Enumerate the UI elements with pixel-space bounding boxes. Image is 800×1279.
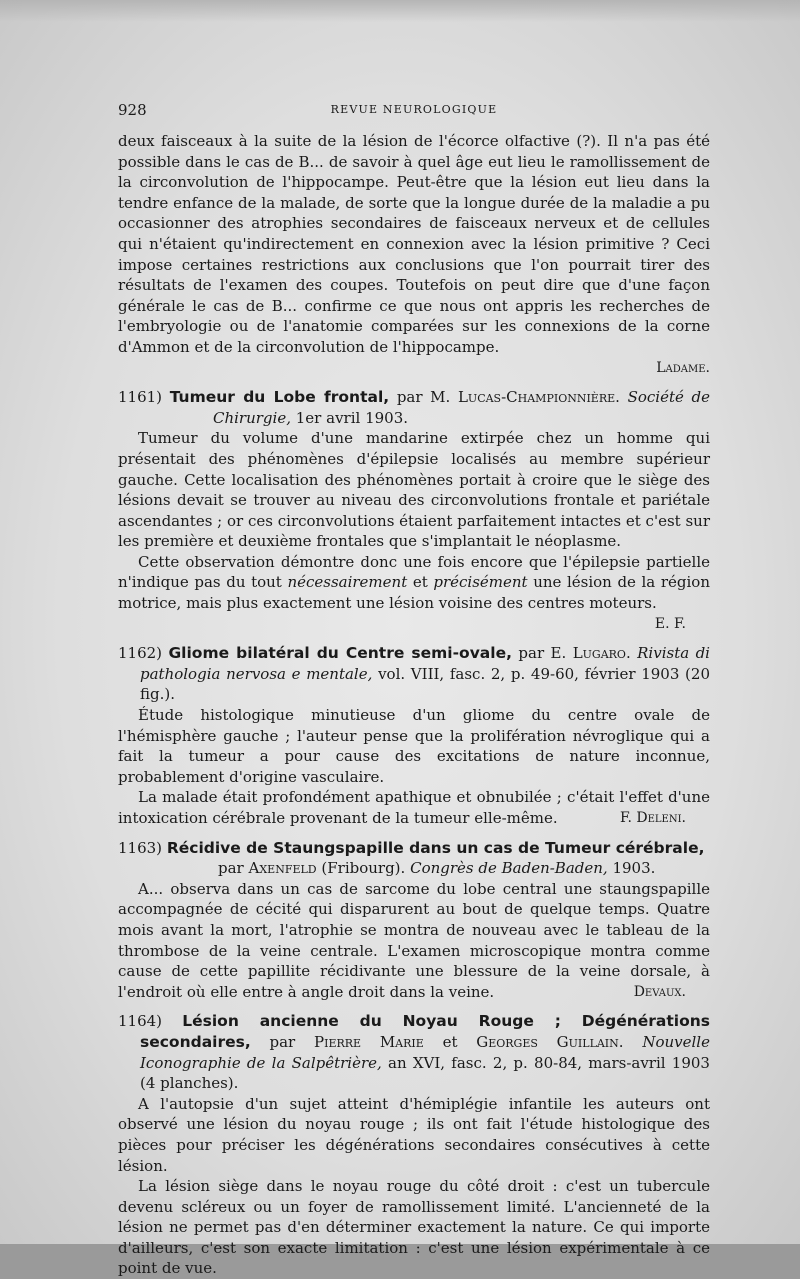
entry-by: par E. [518, 644, 567, 663]
entry-details: 1903. [612, 859, 656, 878]
entry-author: Pierre Marie [314, 1032, 424, 1051]
entry-by: par [269, 1032, 296, 1051]
entry-title: Lésion ancienne du Noyau Rouge ; Dégénérations secondaires, [140, 1012, 710, 1051]
entry-1163-reference [118, 858, 710, 879]
entry-number: 1161) [118, 388, 163, 407]
entry-paragraph [118, 552, 710, 634]
paragraph-text: A... observa dans un cas de sarcome du lobe central une staungspapille accompagnée de cécité qui disparurent au bout de quelque temps. Quatre mois avant la mort, l'atrophie se montra de nouveau avec le tableau de la thrombose de la veine centrale. L'examen microscopique montra comme cause de cette papillite récidivante une blessure de la veine dorsale, à l'endroit où elle entre à angle droit dans la veine. [118, 879, 710, 1001]
entry-and: et [442, 1032, 458, 1051]
entry-author: Lucas-Championnière. [457, 388, 620, 407]
entry-by: par [218, 859, 244, 878]
entry-1164-heading [118, 1011, 710, 1093]
paragraph-text: une lésion de la région motrice, mais plus exactement une lésion voisine des centres moteurs. [118, 573, 710, 613]
page-body [118, 131, 710, 1279]
entry-title: Gliome bilatéral du Centre semi-ovale, [168, 644, 512, 663]
entry-signature: F. Deleni. [619, 810, 686, 826]
entry-paragraph [118, 787, 710, 828]
running-title: REVUE NEUROLOGIQUE [330, 103, 498, 116]
entry-paragraph [118, 879, 710, 1003]
entry-author: Georges Guillain. [476, 1032, 624, 1051]
entry-1162-heading [118, 643, 710, 705]
paragraph-text: Cette observation démontre donc une fois encore que l'épilepsie partielle n'indique pas du tout [118, 552, 710, 592]
page-number: 928 [118, 101, 147, 119]
entry-by: par M. [396, 388, 451, 407]
entry-source: Nouvelle Iconographie de la Salpêtrière, [140, 1032, 710, 1072]
entry-details: an XVI, fasc. 2, p. 80-84, mars-avril 1903 (4 planches). [140, 1053, 710, 1093]
paragraph-text: et [412, 573, 428, 592]
entry-details: vol. VIII, fasc. 2, p. 49-60, février 1903 (20 fig.). [140, 664, 710, 704]
intro-signature: Ladame. [656, 359, 710, 376]
entry-details: 1er avril 1903. [295, 408, 409, 427]
paragraph-text: La malade était profondément apathique et obnubilée ; c'était l'effet d'une intoxication cérébrale provenant de la tumeur elle-même. [118, 788, 710, 827]
emphasis: nécessairement [287, 573, 408, 592]
entry-1163 [118, 838, 710, 1003]
entry-signature: E. F. [654, 615, 686, 632]
entry-paragraph: Étude histologique minutieuse d'un gliome du centre ovale de l'hémisphère gauche ; l'auteur pense que la prolifération névroglique qui a fait la tumeur a pour cause des excitations de nature inconnue, probablement d'origine vasculaire. [118, 706, 710, 786]
emphasis: précisément [433, 573, 528, 592]
entry-title: Tumeur du Lobe frontal, [169, 388, 390, 407]
entry-source: Congrès de Baden-Baden, [410, 859, 608, 878]
entry-number: 1162) [118, 644, 163, 663]
entry-1163-heading [118, 838, 710, 859]
entry-place: (Fribourg). [321, 859, 406, 878]
entry-source: Société de Chirurgie, [213, 388, 710, 427]
entry-author: Axenfeld [248, 859, 317, 878]
page-header [118, 101, 710, 121]
entry-1162 [118, 643, 710, 828]
entry-1161-heading [118, 387, 710, 428]
entry-paragraph: La lésion siège dans le noyau rouge du côté droit : c'est un tubercule devenu scléreux ou un foyer de ramollissement limité. L'ancienneté de la lésion ne permet pas d'en déterminer exactement la nature. Ce qui importe d'ailleurs, c'est son exacte limitation : c'est une lésion expérimentale à ce point de vue. [118, 1177, 710, 1278]
entry-1164 [118, 1011, 710, 1279]
entry-1161 [118, 387, 710, 634]
entry-source: Rivista di pathologia nervosa e mentale, [140, 644, 710, 683]
entry-author: Lugaro. [572, 644, 631, 663]
entry-title: Récidive de Staungspapille dans un cas de Tumeur cérébrale, [166, 838, 705, 857]
entry-paragraph: Tumeur du volume d'une mandarine extirpée chez un homme qui présentait des phénomènes d'épilepsie localisés au membre supérieur gauche. Cette localisation des phénomènes portait à croire que le siège des lésions devait se trouver au niveau des circonvolutions frontale et pariétale ascendantes ; or ces circonvolutions étaient parfaitement intactes et c'est sur les première et deuxième frontales que s'implantait le néoplasme. [118, 429, 710, 551]
entry-number: 1163) [118, 838, 163, 857]
entry-paragraph: A l'autopsie d'un sujet atteint d'hémiplégie infantile les auteurs ont observé une lésion du noyau rouge ; ils ont fait l'étude histologique des pièces pour préciser les dégénérations secondaires consécutives à cette lésion. [118, 1094, 710, 1175]
entry-signature: Devaux. [633, 983, 686, 1000]
intro-paragraph: deux faisceaux à la suite de la lésion de l'écorce olfactive (?). Il n'a pas été possible dans le cas de B... de savoir à quel âge eut lieu le ramollissement de la circonvolution de l'hippocampe. Peut-être que la lésion eut lieu dans la tendre enfance de la malade, de sorte que la longue durée de la maladie a pu occasionner des atrophies secondaires de faisceaux nerveux et de cellules qui n'étaient qu'indirectement en connexion avec la lésion primitive ? Ceci impose certaines restrictions aux conclusions que l'on pourrait tirer des résultats de l'examen des coupes. Toutefois on peut dire que d'une façon générale le cas de B... confirme ce que nous ont appris les recherches de l'embryologie ou de l'anatomie comparées sur les connexions de la corne d'Ammon et de la circonvolution de l'hippocampe. [118, 132, 710, 356]
entry-number: 1164) [118, 1012, 163, 1031]
